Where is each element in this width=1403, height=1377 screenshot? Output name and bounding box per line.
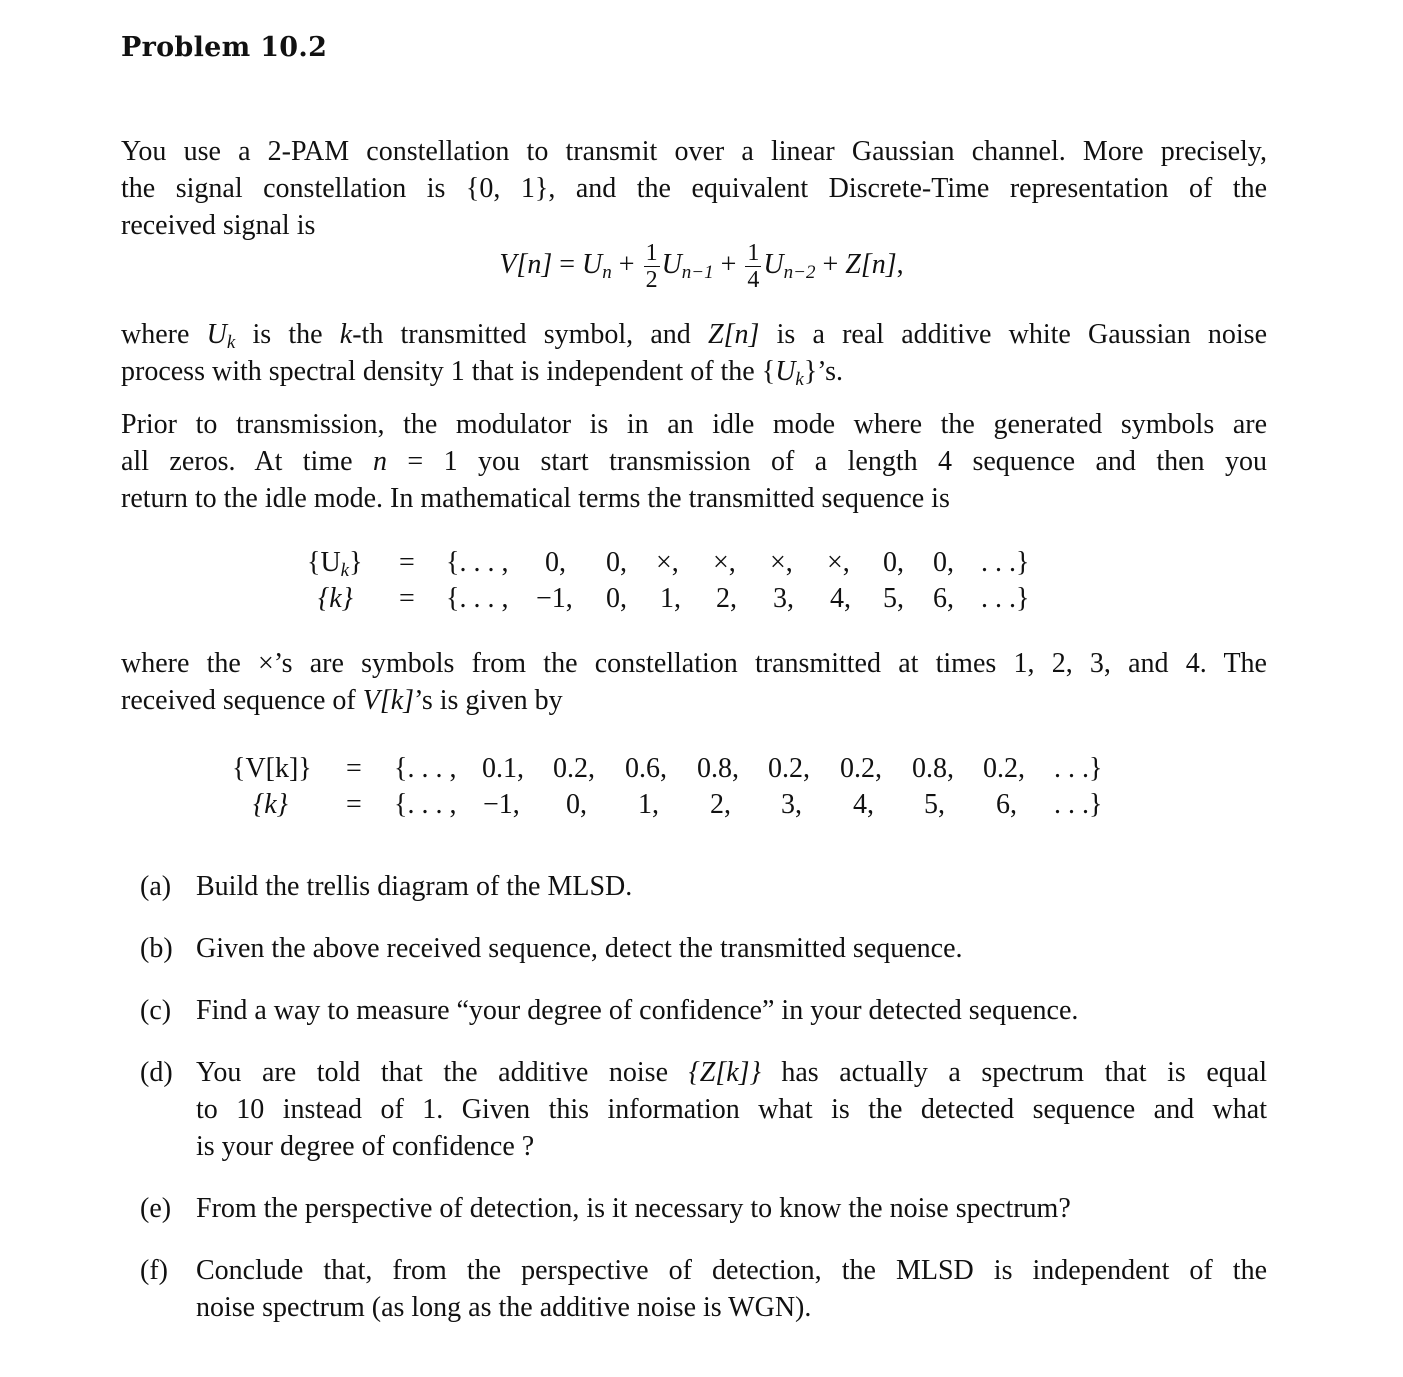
- fraction-one-quarter: [745, 240, 761, 293]
- seq2-row2-cell: 3,: [781, 789, 802, 820]
- seq1-row1-label-sub: k: [340, 560, 350, 581]
- received-sequence: [0, 751, 1403, 831]
- intro-line-1: You use a 2-PAM constellation to transmit over a linear Gaussian channel. More precisely,: [121, 136, 1267, 167]
- seq1-row1-cell: ×,: [713, 547, 736, 578]
- prior-line-1: Prior to transmission, the modulator is in an idle mode where the generated symbols are: [121, 409, 1267, 440]
- seq1-row1-label-text: {U: [307, 547, 341, 578]
- where2-line-2-text-a: received sequence of: [121, 685, 363, 716]
- seq1-row1-cell: ×,: [656, 547, 679, 578]
- where-line-1: [121, 316, 1267, 353]
- eq-plus-1: +: [611, 248, 642, 280]
- seq1-row1-cell: ×,: [770, 547, 793, 578]
- where-text-b: is the: [235, 319, 340, 350]
- prior-line-2: [121, 443, 1267, 480]
- where-uk2: U: [775, 356, 796, 387]
- intro-paragraph: [121, 133, 1267, 244]
- part-d-line-3: is your degree of confidence ?: [196, 1131, 535, 1162]
- where-text-a: where: [121, 319, 207, 350]
- eq-equals: =: [552, 248, 583, 280]
- seq1-row1-open: {. . . ,: [446, 547, 509, 578]
- where-line-2: [121, 353, 1267, 390]
- received-signal-equation: [0, 240, 1403, 293]
- part-f-label: (f): [140, 1255, 168, 1286]
- seq2-row1-cell: 0.2,: [553, 753, 595, 784]
- where-paragraph: [121, 316, 1267, 390]
- part-a-text: Build the trellis diagram of the MLSD.: [196, 871, 633, 902]
- where-uk-sub: k: [226, 332, 236, 353]
- seq1-row2-cell: 2,: [716, 583, 737, 614]
- seq2-row2-equals: =: [346, 789, 362, 820]
- question-parts: [140, 868, 1267, 1348]
- seq2-row2-cell: 2,: [710, 789, 731, 820]
- prior-paragraph: [121, 406, 1267, 517]
- where-k: k: [339, 319, 353, 350]
- eq-u-n: U: [582, 248, 603, 280]
- where-set-close: }’s.: [803, 356, 843, 387]
- seq2-row2-label: {k}: [253, 789, 288, 820]
- seq1-row1-label-end: }: [349, 547, 363, 578]
- eq-end: ,: [896, 248, 904, 280]
- seq1-row2-cell: −1,: [536, 583, 573, 614]
- eq-plus-2: +: [713, 248, 744, 280]
- intro-line-2-text-b: , and the equivalent Discrete-Time representation of the: [548, 173, 1268, 204]
- seq2-row1-cell: 0.2,: [840, 753, 882, 784]
- constellation-set: {0, 1}: [465, 173, 549, 204]
- part-e-text: From the perspective of detection, is it necessary to know the noise spectrum?: [196, 1193, 1071, 1224]
- part-d-line-1-a: You are told that the additive noise: [196, 1057, 689, 1088]
- where2-line-2-text-b: ’s is given by: [414, 685, 563, 716]
- seq2-row2-cell: 5,: [924, 789, 945, 820]
- fraction-one-half: [644, 240, 660, 293]
- seq1-row1-label: [307, 545, 363, 581]
- where-zn: Z[n]: [708, 319, 760, 350]
- eq-u-n2: U: [763, 248, 784, 280]
- fraction-1-numerator: 1: [645, 240, 658, 266]
- seq2-row2-cell: 6,: [996, 789, 1017, 820]
- part-e: [140, 1190, 1267, 1227]
- seq2-row1-cell: 0.2,: [768, 753, 810, 784]
- eq-u-n2-sub: n−2: [783, 261, 816, 283]
- part-b: [140, 930, 1267, 967]
- problem-title: Problem 10.2: [121, 32, 328, 63]
- eq-u-n1: U: [661, 248, 682, 280]
- part-d: [140, 1054, 1267, 1165]
- seq2-row1-label: [232, 751, 312, 787]
- where-text-c: -th transmitted symbol, and: [352, 319, 708, 350]
- seq2-row1-cell: 0.8,: [697, 753, 739, 784]
- part-d-line-1-b: has actually a spectrum that is equal: [760, 1057, 1267, 1088]
- part-d-line-1: [196, 1054, 1267, 1091]
- part-f-line-1: Conclude that, from the perspective of detection, the MLSD is independent of the: [196, 1255, 1267, 1286]
- part-b-label: (b): [140, 933, 173, 964]
- seq2-row2-open: {. . . ,: [394, 789, 457, 820]
- prior-line-2-text-b: = 1 you start transmission of a length 4 sequence and then you: [386, 446, 1267, 477]
- where-line-2-text: process with spectral density 1 that is independent of the: [121, 356, 762, 387]
- part-e-label: (e): [140, 1193, 172, 1224]
- seq1-row1-cell: 0,: [933, 547, 954, 578]
- fraction-2-numerator: 1: [747, 240, 760, 266]
- part-d-label: (d): [140, 1057, 173, 1088]
- seq1-row1-cell: 0,: [883, 547, 904, 578]
- part-a-label: (a): [140, 871, 172, 902]
- seq1-row1-equals: =: [399, 547, 415, 578]
- part-f: [140, 1252, 1267, 1326]
- seq1-row2-open: {. . . ,: [446, 583, 509, 614]
- seq1-row1-cell: 0,: [606, 547, 627, 578]
- seq2-row1-cell: 0.8,: [912, 753, 954, 784]
- where-text-d: is a real additive white Gaussian noise: [759, 319, 1268, 350]
- seq1-row2-label: {k}: [318, 583, 353, 614]
- seq2-row2-cell: 0,: [566, 789, 587, 820]
- seq2-row1-open: {. . . ,: [394, 753, 457, 784]
- where-set-open: {: [761, 356, 776, 387]
- where-uk2-sub: k: [795, 369, 804, 390]
- seq2-row1-cell: 0.2,: [983, 753, 1025, 784]
- seq2-row1-label-text: {V[k]}: [232, 753, 312, 784]
- seq2-row1-cell: 0.1,: [482, 753, 524, 784]
- seq1-row2-equals: =: [399, 583, 415, 614]
- part-d-noise-set: {Z[k]}: [688, 1057, 761, 1088]
- seq1-row2-cell: 3,: [773, 583, 794, 614]
- seq2-row2-close: . . .}: [1054, 789, 1103, 820]
- eq-plus-3: +: [815, 248, 846, 280]
- seq1-row2-close: . . .}: [981, 583, 1030, 614]
- part-f-line-2: noise spectrum (as long as the additive noise is WGN).: [196, 1292, 812, 1323]
- part-c: [140, 992, 1267, 1029]
- intro-line-2: [121, 170, 1267, 207]
- where2-vk: V[k]: [362, 685, 415, 716]
- eq-u-n-sub: n: [602, 261, 612, 283]
- seq2-row1-close: . . .}: [1054, 753, 1103, 784]
- where2-line-2: [121, 682, 1267, 719]
- part-a: [140, 868, 1267, 905]
- seq2-row2-cell: 4,: [853, 789, 874, 820]
- seq1-row2-cell: 5,: [883, 583, 904, 614]
- seq1-row2-cell: 6,: [933, 583, 954, 614]
- transmitted-sequence: [0, 545, 1403, 625]
- part-c-label: (c): [140, 995, 172, 1026]
- prior-line-3: return to the idle mode. In mathematical terms the transmitted sequence is: [121, 483, 950, 514]
- where2-line-1: where the ×’s are symbols from the constellation transmitted at times 1, 2, 3, and 4. The: [121, 648, 1267, 679]
- fraction-1-denominator: 2: [645, 267, 658, 293]
- seq1-row2-cell: 4,: [830, 583, 851, 614]
- seq2-row2-cell: −1,: [483, 789, 520, 820]
- seq2-row1-equals: =: [346, 753, 362, 784]
- intro-line-2-text-a: the signal constellation is: [121, 173, 466, 204]
- seq1-row2-cell: 0,: [606, 583, 627, 614]
- eq-lhs: V[n]: [499, 248, 553, 280]
- prior-n: n: [372, 446, 387, 477]
- seq1-row2-cell: 1,: [660, 583, 681, 614]
- eq-u-n1-sub: n−1: [681, 261, 714, 283]
- seq1-row1-cell: ×,: [827, 547, 850, 578]
- part-b-text: Given the above received sequence, detect the transmitted sequence.: [196, 933, 963, 964]
- seq2-row2-cell: 1,: [638, 789, 659, 820]
- seq2-row1-cell: 0.6,: [625, 753, 667, 784]
- where2-paragraph: [121, 645, 1267, 719]
- part-c-text: Find a way to measure “your degree of confidence” in your detected sequence.: [196, 995, 1079, 1026]
- part-d-text: [196, 1054, 1267, 1165]
- seq1-row1-cell: 0,: [545, 547, 566, 578]
- where-uk: U: [206, 319, 227, 350]
- fraction-2-denominator: 4: [747, 267, 760, 293]
- intro-line-3: received signal is: [121, 210, 316, 241]
- prior-line-2-text-a: all zeros. At time: [121, 446, 373, 477]
- part-f-text: [196, 1252, 1267, 1326]
- part-d-line-2: to 10 instead of 1. Given this information what is the detected sequence and what: [196, 1094, 1267, 1125]
- seq1-row1-close: . . .}: [981, 547, 1030, 578]
- eq-z: Z[n]: [845, 248, 897, 280]
